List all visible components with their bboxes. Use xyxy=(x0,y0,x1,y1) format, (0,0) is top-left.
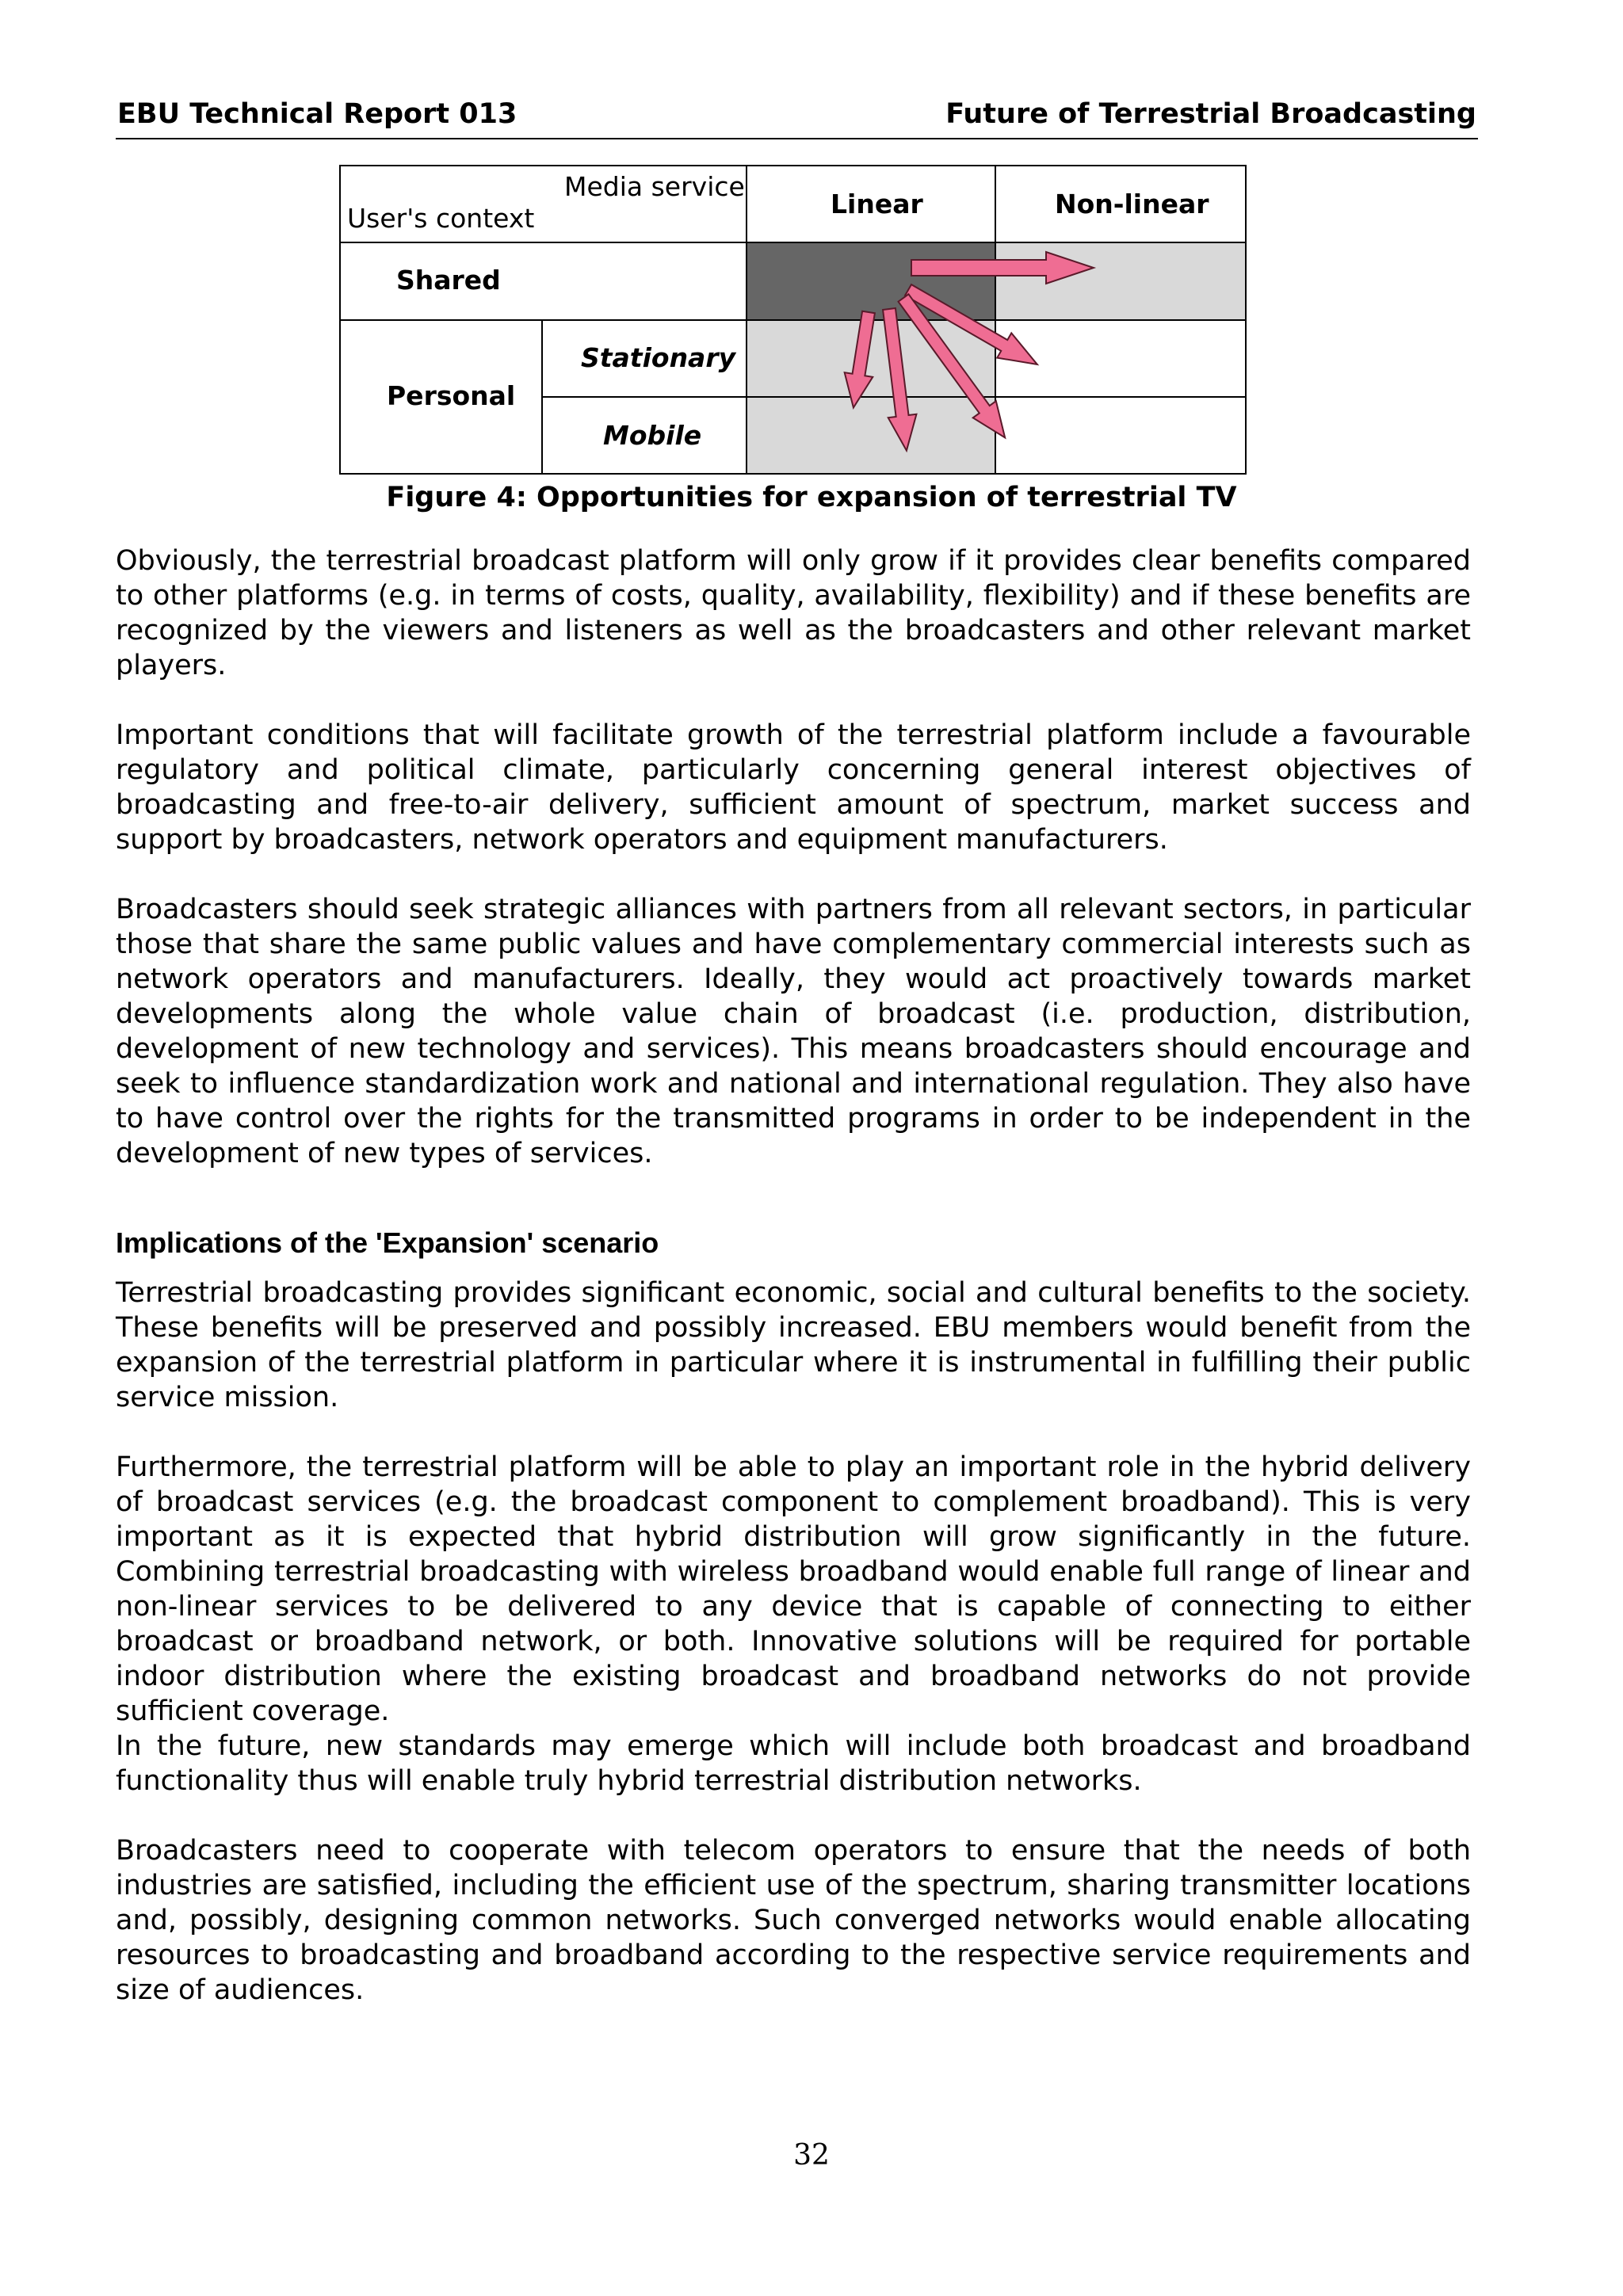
cell-linear-shared xyxy=(747,242,995,320)
row-personal: Personal xyxy=(387,380,516,411)
section-heading: Implications of the 'Expansion' scenario xyxy=(116,1226,659,1259)
header-media-service: Media service xyxy=(564,171,745,202)
cell-nonlinear-shared xyxy=(995,242,1246,320)
cell-linear-mobile xyxy=(747,397,995,474)
header-users-context: User's context xyxy=(347,203,535,234)
header-report-title: Future of Terrestrial Broadcasting xyxy=(945,98,1476,130)
page-number: 32 xyxy=(793,2139,830,2172)
paragraph-2: Important conditions that will facilitate growth of the terrestrial platform include a favourable regulatory and political climate, particularly concerning general interest objectives of broadcasting and free-to-air delivery, sufficient amount of spectrum, market success and support by broadcasters, network operators and equipment manufacturers. xyxy=(116,719,1471,856)
paragraph-4: Terrestrial broadcasting provides significant economic, social and cultural benefits to the society. These benefits will be preserved and possibly increased. EBU members would benefit from the expansion of the terrestrial platform in particular where it is instrumental in fulfilling their public service mission. xyxy=(116,1277,1471,1413)
paragraph-7: Broadcasters need to cooperate with telecom operators to ensure that the needs of both industries are satisfied, including the efficient use of the spectrum, sharing transmitter locations and, possibly, designing common networks. Such converged networks would enable allocating resources to broadcasting and broadband according to the respective service requirements and size of audiences. xyxy=(116,1835,1471,2006)
row-shared: Shared xyxy=(396,265,501,296)
paragraph-5: Furthermore, the terrestrial platform will be able to play an important role in the hybrid delivery of broadcast services (e.g. the broadcast component to complement broadband). This is very important as it is expected that hybrid distribution will grow significantly in the future. Combining terrestrial broadcasting with wireless broadband would enable full range of linear and non-linear services to be delivered to any device that is capable of connecting to either broadcast or broadband network, or both. Innovative solutions will be required for portable indoor distribution where the existing broadcast and broadband networks do not provide sufficient coverage. xyxy=(116,1451,1471,1727)
column-linear: Linear xyxy=(831,189,923,219)
paragraph-6: In the future, new standards may emerge which will include both broadcast and broadband functionality thus will enable truly hybrid terrestrial distribution networks. xyxy=(116,1730,1471,1797)
column-nonlinear: Non-linear xyxy=(1055,189,1209,219)
paragraph-1: Obviously, the terrestrial broadcast platform will only grow if it provides clear benefits compared to other platforms (e.g. in terms of costs, quality, availability, flexibility) and if these benefits are recognized by the viewers and listeners as well as the broadcasters and other relevant market players. xyxy=(116,545,1471,681)
running-header xyxy=(116,93,1478,139)
row-mobile: Mobile xyxy=(603,420,702,451)
header-report-number: EBU Technical Report 013 xyxy=(117,98,517,130)
row-stationary: Stationary xyxy=(581,342,736,373)
paragraph-3: Broadcasters should seek strategic alliances with partners from all relevant sectors, in particular those that share the same public values and have complementary commercial interests such as network operators and manufacturers. Ideally, they would act proactively towards market developments along the whole value chain of broadcast (i.e. production, distribution, development of new technology and services). This means broadcasters should encourage and seek to influence standardization work and national and international regulation. They also have to have control over the rights for the transmitted programs in order to be independent in the development of new types of services. xyxy=(116,894,1471,1169)
figure-caption: Figure 4: Opportunities for expansion of terrestrial TV xyxy=(386,482,1237,513)
expansion-figure xyxy=(339,165,1249,475)
